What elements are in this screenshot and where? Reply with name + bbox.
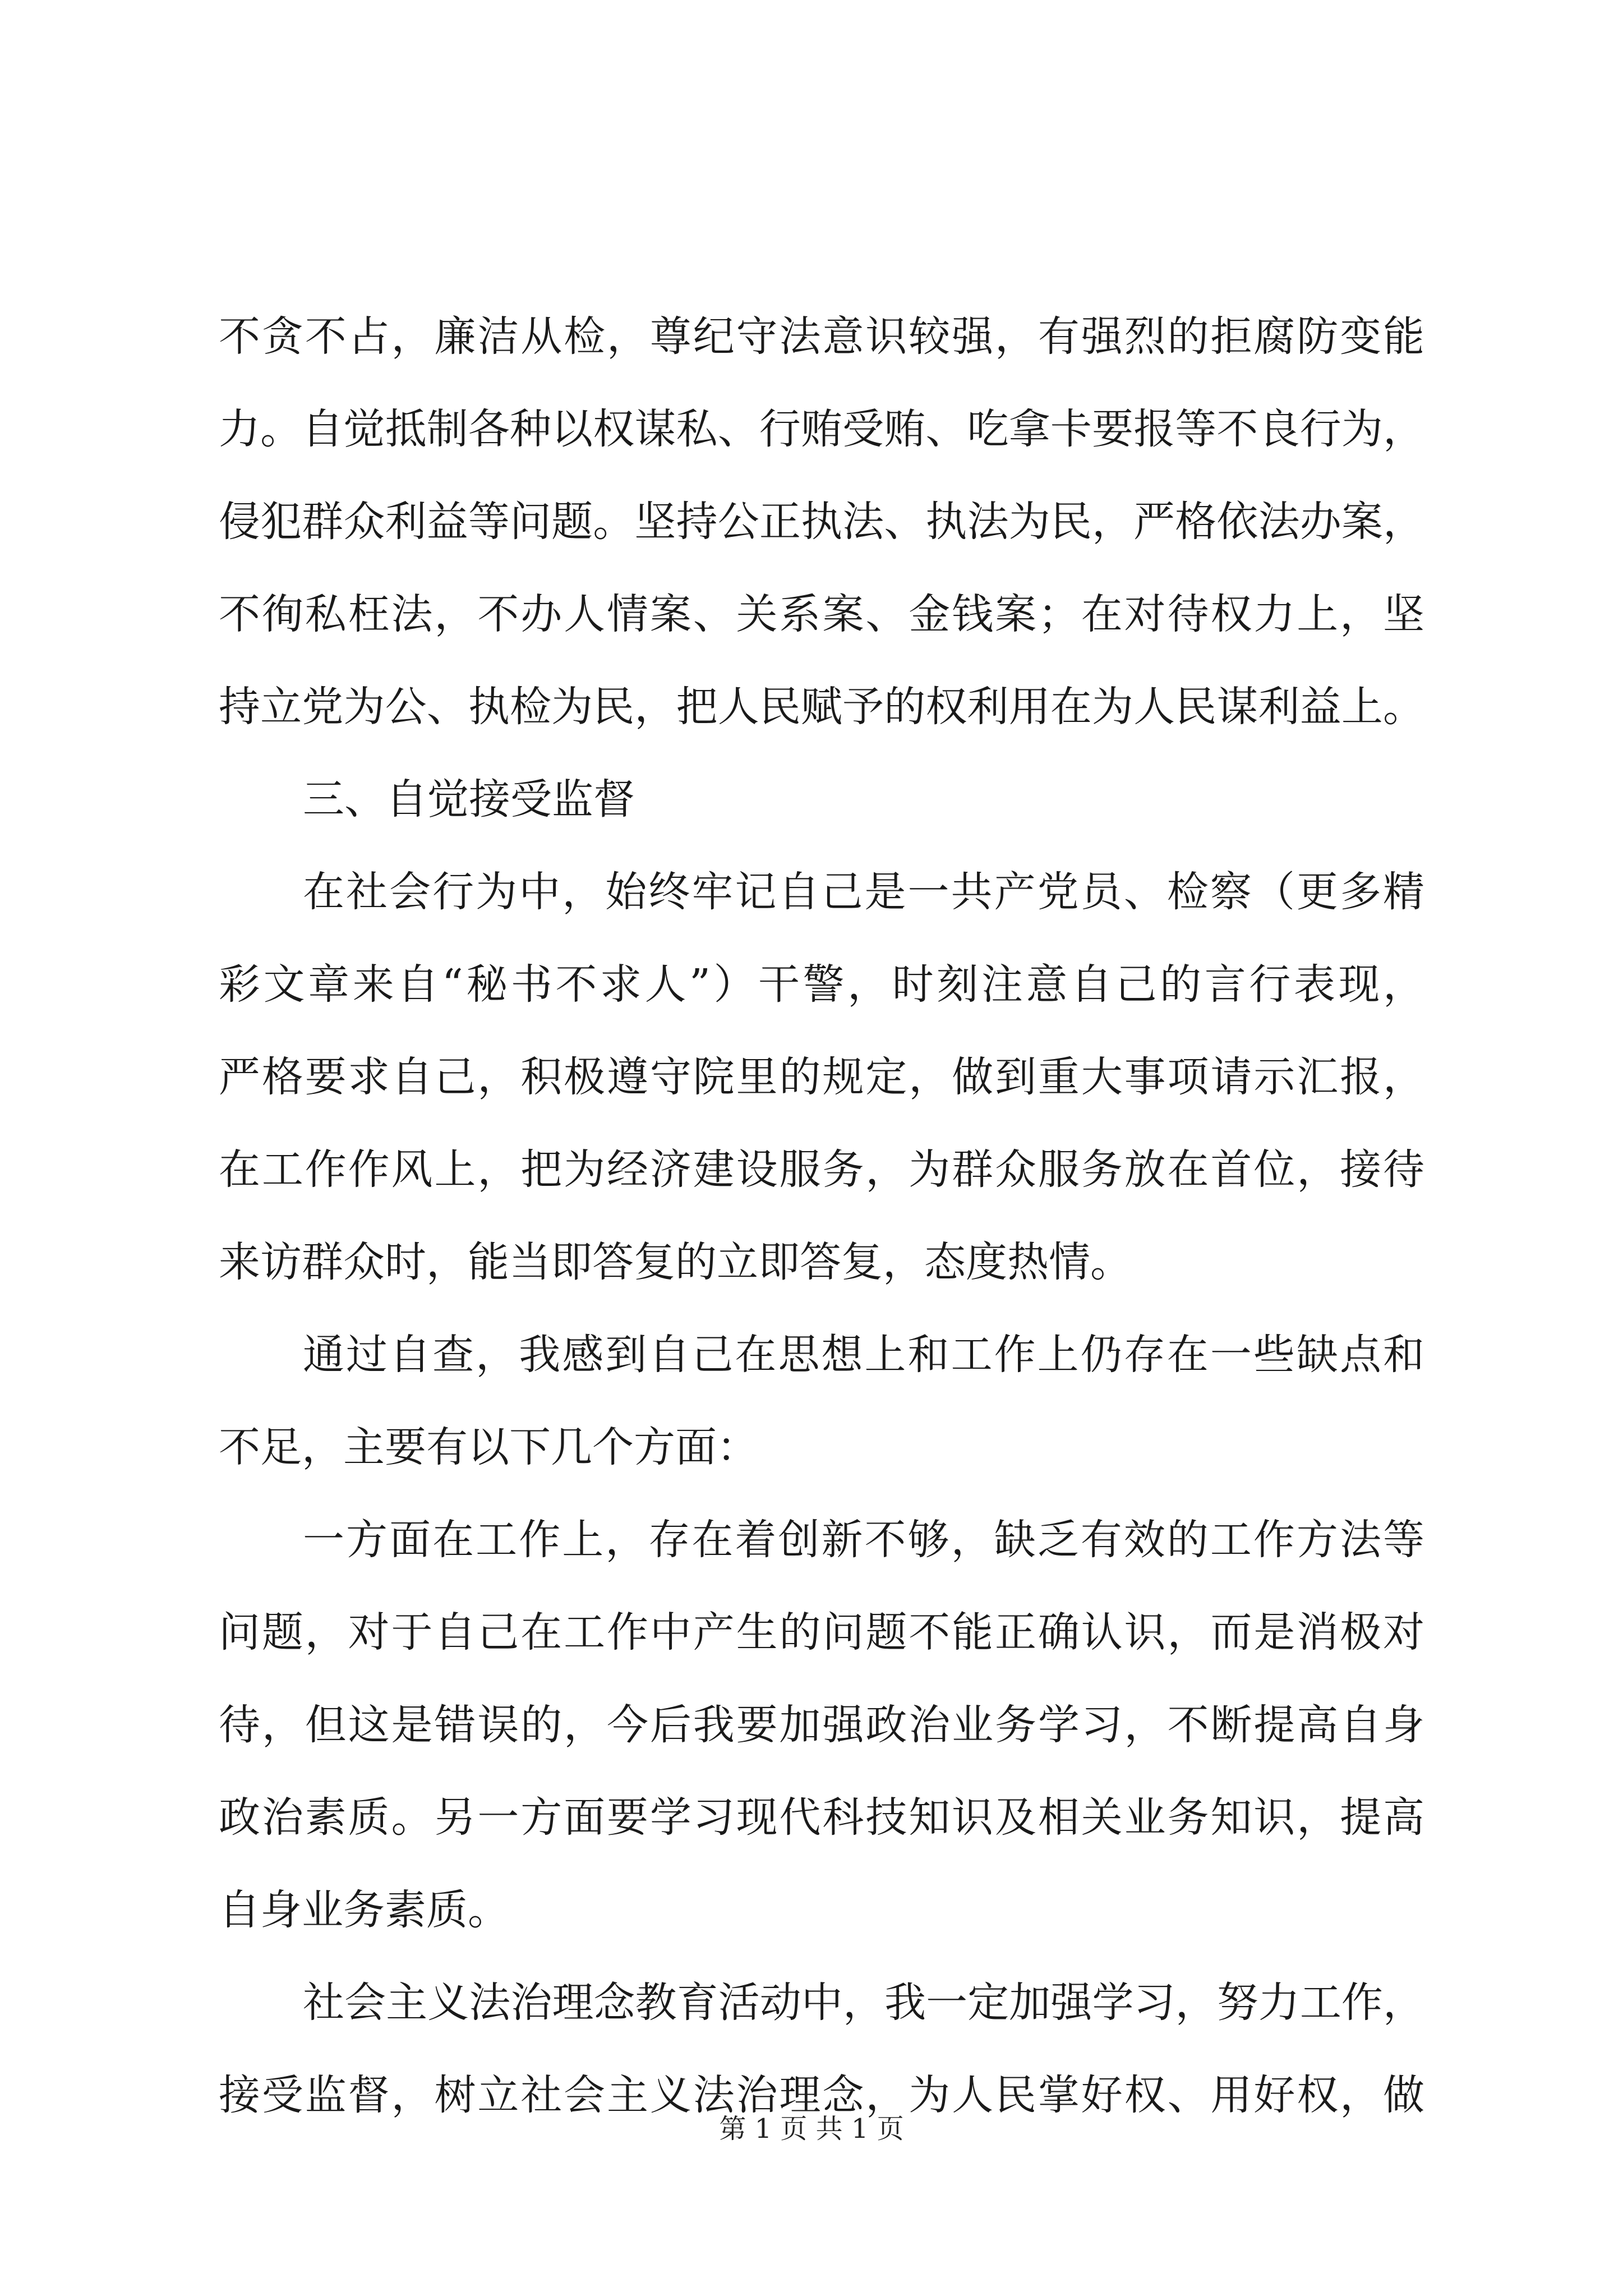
text-line: 不足，主要有以下几个方面： (219, 1423, 758, 1471)
text-line: 接受监督，树立社会主义法治理念，为人民掌好权、用好权，做 (219, 2071, 1424, 2119)
text-line: 政治素质。另一方面要学习现代科技知识及相关业务知识，提高 (219, 1793, 1424, 1842)
text-line: 力。自觉抵制各种以权谋私、行贿受贿、吃拿卡要报等不良行为， (219, 405, 1424, 453)
text-line: 不贪不占，廉洁从检，尊纪守法意识较强，有强烈的拒腐防变能 (219, 312, 1424, 361)
text-line: 来访群众时，能当即答复的立即答复，态度热情。 (219, 1238, 1132, 1286)
text-line: 不徇私枉法，不办人情案、关系案、金钱案；在对待权力上，坚 (219, 590, 1424, 638)
text-line: 在工作作风上，把为经济建设服务，为群众服务放在首位，接待 (219, 1145, 1424, 1194)
text-line: 在社会行为中，始终牢记自己是一共产党员、检察（更多精 (303, 868, 1424, 916)
text-line: 问题，对于自己在工作中产生的问题不能正确认识，而是消极对 (219, 1608, 1424, 1657)
text-line: 自身业务素质。 (219, 1886, 509, 1934)
page-number-footer: 第 1 页 共 1 页 (719, 2113, 904, 2145)
text-line: 持立党为公、执检为民，把人民赋予的权利用在为人民谋利益上。 (219, 683, 1424, 731)
text-line: 社会主义法治理念教育活动中，我一定加强学习，努力工作， (303, 1978, 1424, 2027)
text-line: 通过自查，我感到自己在思想上和工作上仍存在一些缺点和 (303, 1331, 1424, 1379)
text-line: 彩文章来自“秘书不求人”）干警，时刻注意自己的言行表现， (219, 960, 1424, 1009)
text-line: 待，但这是错误的，今后我要加强政治业务学习，不断提高自身 (219, 1701, 1424, 1749)
section-heading: 三、自觉接受监督 (303, 775, 635, 823)
text-line: 严格要求自己，积极遵守院里的规定，做到重大事项请示汇报， (219, 1053, 1424, 1101)
text-line: 一方面在工作上，存在着创新不够，缺乏有效的工作方法等 (303, 1516, 1424, 1564)
text-line: 侵犯群众利益等问题。坚持公正执法、执法为民，严格依法办案， (219, 498, 1424, 546)
